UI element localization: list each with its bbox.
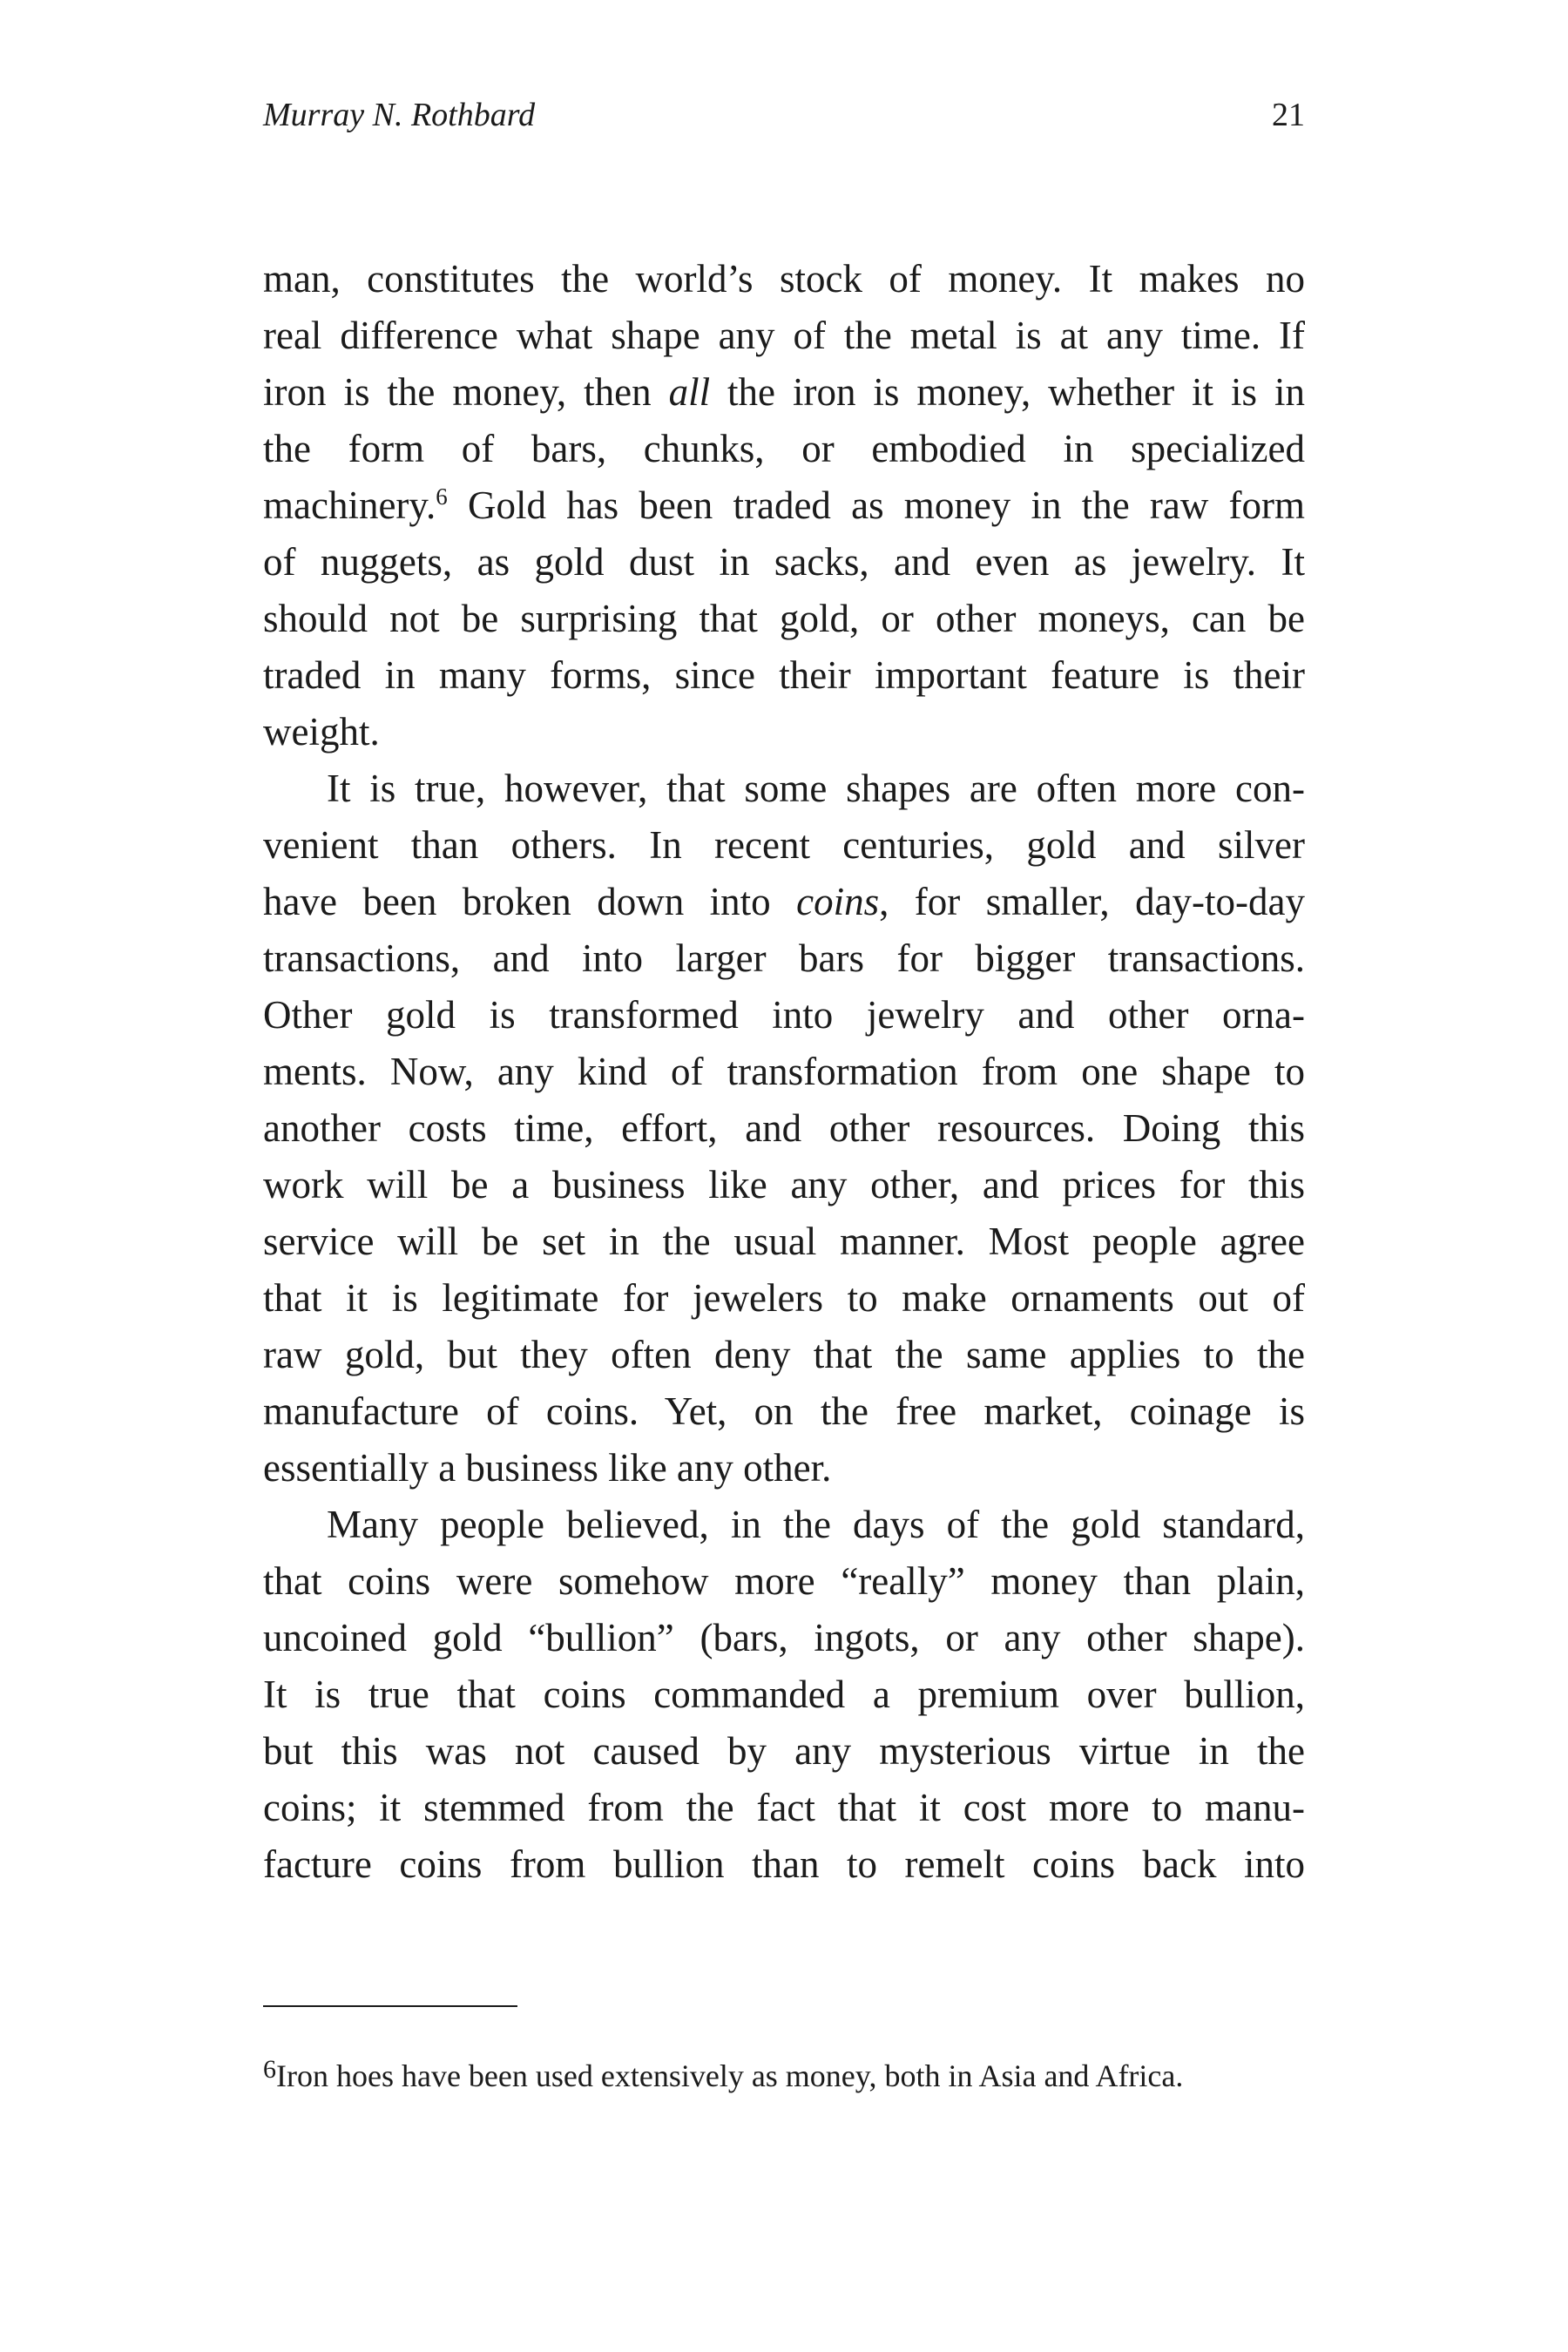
footnote-reference: 6: [436, 483, 448, 510]
body-text: [263, 251, 1305, 1893]
text-line: real difference what shape any of the metal is at any time. If: [263, 314, 1305, 357]
text-line: ments. Now, any kind of transformation from one shape to: [263, 1050, 1305, 1093]
running-head: [263, 89, 1305, 141]
text-line: transactions, and into larger bars for bigger transactions.: [263, 936, 1305, 980]
text-line: Many people believed, in the days of the gold standard,: [327, 1503, 1305, 1546]
text-run: , for smaller, day-to-day: [879, 880, 1305, 923]
emphasis-all: all: [668, 370, 711, 414]
text-line: of nuggets, as gold dust in sacks, and even as jewelry. It: [263, 540, 1305, 584]
text-line: the form of bars, chunks, or embodied in specialized: [263, 427, 1305, 470]
text-line: It is true that coins commanded a premium over bullion,: [263, 1673, 1305, 1716]
text-line: [263, 364, 1305, 421]
text-run: have been broken down into: [263, 880, 771, 923]
text-run: machinery.: [263, 483, 436, 527]
text-run: iron is the money, then: [263, 370, 652, 414]
text-line: service will be set in the usual manner. Most people agree: [263, 1220, 1305, 1263]
text-line: It is true, however, that some shapes are often more con-: [327, 767, 1305, 810]
text-line: another costs time, effort, and other resources. Doing this: [263, 1106, 1305, 1150]
emphasis-coins: coins: [796, 880, 880, 923]
text-run: the iron is money, whether it is in: [727, 370, 1305, 414]
text-line: raw gold, but they often deny that the same applies to the: [263, 1333, 1305, 1376]
text-line: manufacture of coins. Yet, on the free market, coinage is: [263, 1389, 1305, 1433]
text-line: [263, 477, 1305, 534]
text-line: that it is legitimate for jewelers to make ornaments out of: [263, 1276, 1305, 1320]
text-line: Other gold is transformed into jewelry and other orna-: [263, 993, 1305, 1037]
footnote-rule: [263, 2005, 517, 2007]
text-line: but this was not caused by any mysterious virtue in the: [263, 1729, 1305, 1773]
page-number: 21: [1272, 97, 1305, 133]
footnote: [263, 2050, 1183, 2102]
text-line: that coins were somehow more “really” money than plain,: [263, 1559, 1305, 1603]
text-line: should not be surprising that gold, or other moneys, can be: [263, 597, 1305, 640]
text-line: man, constitutes the world’s stock of money. It makes no: [263, 257, 1305, 301]
text-line: weight.: [263, 710, 380, 754]
running-head-author: Murray N. Rothbard: [263, 97, 536, 133]
text-line: essentially a business like any other.: [263, 1446, 832, 1490]
text-run: Gold has been traded as money in the raw form: [447, 483, 1305, 527]
text-line: uncoined gold “bullion” (bars, ingots, or any other shape).: [263, 1616, 1305, 1659]
footnote-text: Iron hoes have been used extensively as money, both in Asia and Africa.: [276, 2058, 1184, 2093]
footnote-mark: 6: [263, 2055, 276, 2084]
text-line: [263, 874, 1305, 930]
text-line: facture coins from bullion than to remelt coins back into: [263, 1842, 1305, 1886]
text-line: work will be a business like any other, and prices for this: [263, 1163, 1305, 1206]
text-line: venient than others. In recent centuries, gold and silver: [263, 823, 1305, 867]
text-line: coins; it stemmed from the fact that it cost more to manu-: [263, 1786, 1305, 1829]
text-line: traded in many forms, since their important feature is their: [263, 653, 1305, 697]
